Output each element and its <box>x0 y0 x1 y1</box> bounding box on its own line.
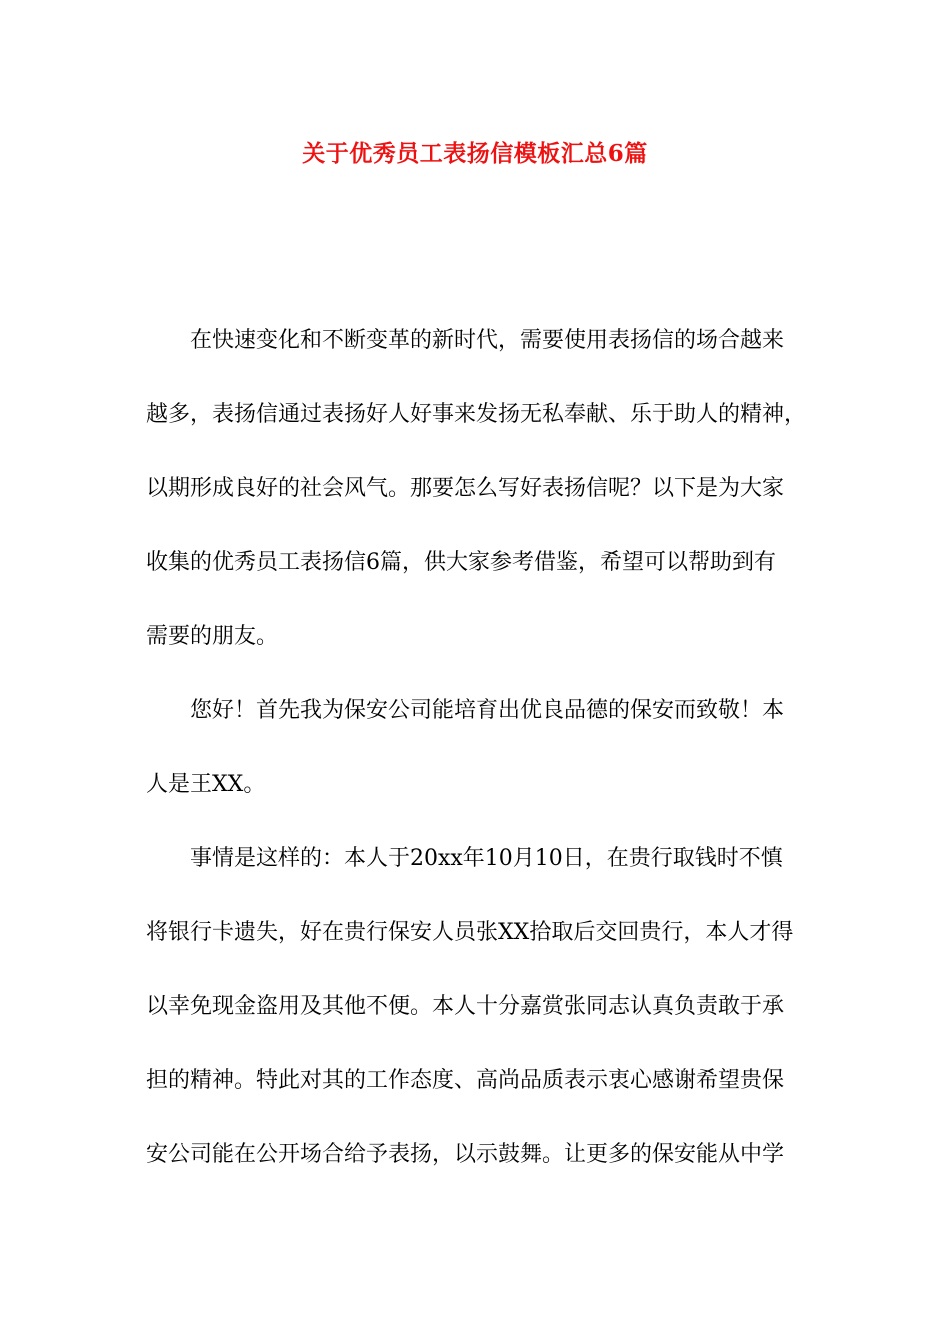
text-line: 将银行卡遗失，好在贵行保安人员张XX拾取后交回贵行，本人才得 <box>146 920 794 945</box>
text-line: 担的精神。特此对其的工作态度、高尚品质表示衷心感谢希望贵保 <box>146 1068 785 1093</box>
text-line: 收集的优秀员工表扬信6篇，供大家参考借鉴，希望可以帮助到有 <box>146 550 776 575</box>
document-title: 关于优秀员工表扬信模板汇总6篇 <box>302 140 648 167</box>
text-line: 需要的朋友。 <box>146 624 279 649</box>
text-line: 您好！首先我为保安公司能培育出优良品德的保安而致敬！本 <box>190 698 785 723</box>
text-line: 以幸免现金盗用及其他不便。本人十分嘉赏张同志认真负责敢于承 <box>146 994 785 1019</box>
paragraph-greeting <box>146 692 811 803</box>
text-line: 安公司能在公开场合给予表扬，以示鼓舞。让更多的保安能从中学 <box>146 1142 785 1167</box>
text-line: 以期形成良好的社会风气。那要怎么写好表扬信呢？以下是为大家 <box>146 476 785 501</box>
text-line: 越多，表扬信通过表扬好人好事来发扬无私奉献、乐于助人的精神， <box>146 402 807 427</box>
text-line: 人是王XX。 <box>146 772 266 797</box>
text-line: 在快速变化和不断变革的新时代，需要使用表扬信的场合越来 <box>190 328 785 353</box>
text-line: 事情是这样的：本人于20xx年10月10日，在贵行取钱时不慎 <box>190 846 783 871</box>
document-body <box>146 322 811 1210</box>
paragraph-intro <box>146 322 811 655</box>
paragraph-story <box>146 840 811 1173</box>
